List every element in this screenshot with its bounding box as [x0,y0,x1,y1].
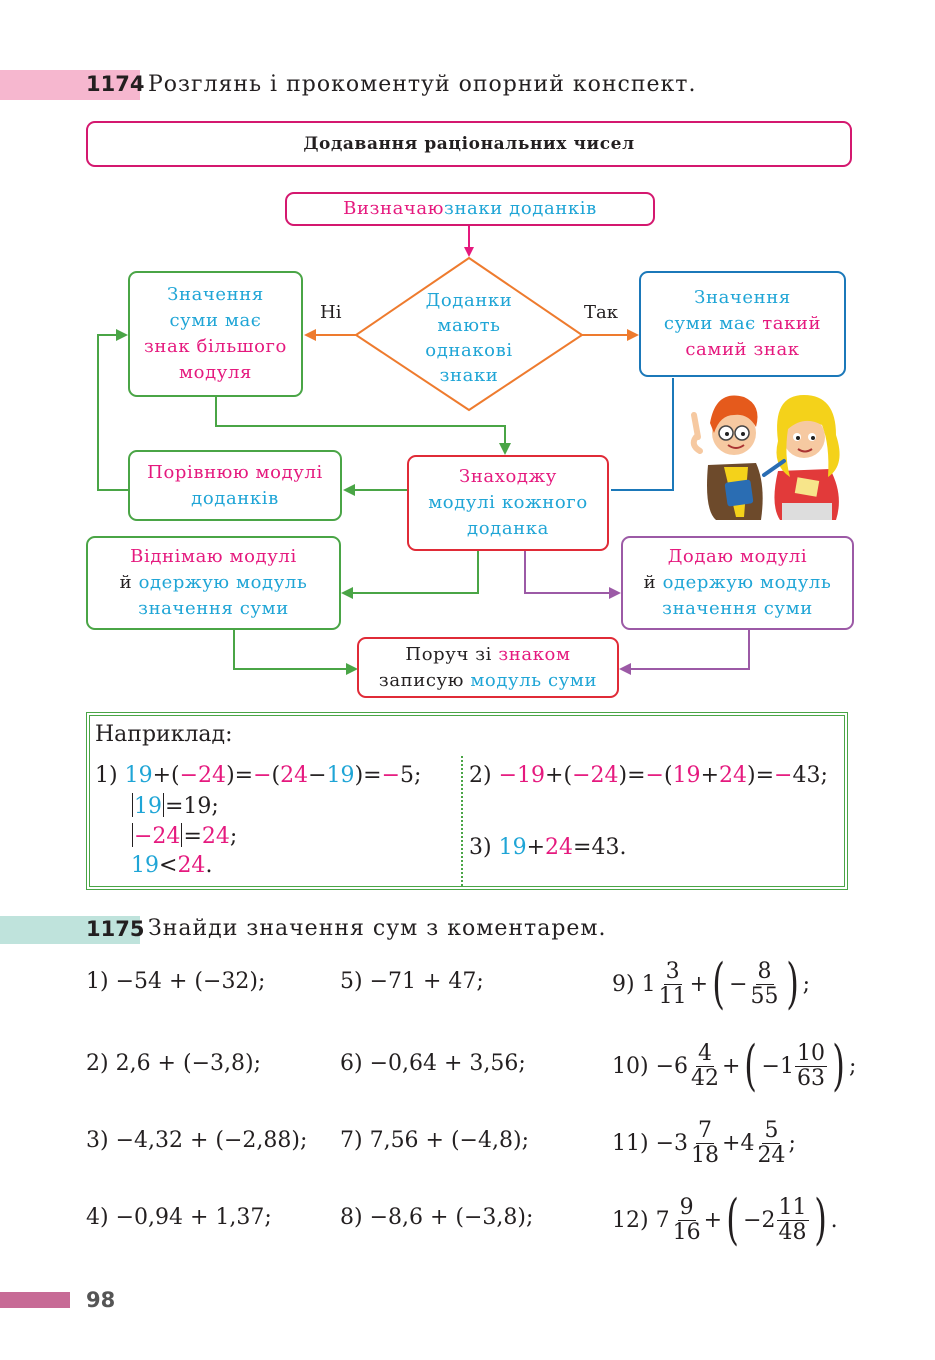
final-box: Поруч зі знаком записую модуль суми [357,637,619,698]
task-number: 1174 [86,72,145,96]
add-moduli-box: Додаю модулі й одержую модуль значення суми [621,536,854,630]
exercise-8: 8) −8,6 + (−3,8); [340,1205,534,1230]
no-label: Ні [320,302,342,323]
exercise-3: 3) −4,32 + (−2,88); [86,1128,308,1153]
find-moduli-box: Знаходжу модулі кожного доданка [407,455,609,551]
example-1-line-4: 19<24. [131,853,213,878]
children-illustration [686,385,856,520]
exercise-2: 2) 2,6 + (−3,8); [86,1051,261,1076]
example-label: Наприклад: [95,722,233,747]
example-2-line: 2) −19+(−24)=−(19+24)=−43; [469,763,828,788]
example-3-line: 3) 19+24=43. [469,835,627,860]
exercise-12: 12) 7 $\frac{9}{16}$ + ( −2 $\frac{11}{48}$ ) . [612,1188,838,1251]
decision-text: Доданки мають однакові знаки [425,290,513,386]
example-1-line-3: −24 =24; [134,824,238,849]
exercise-1: 1) −54 + (−32); [86,969,266,994]
subtract-moduli-box: Віднімаю модулі й одержую модуль значення суми [86,536,341,630]
exercise-11: 11) −3 $\frac{7}{18}$ + 4 $\frac{5}{24}$ ; [612,1117,796,1168]
right-result-box: Значення суми має такий самий знак [639,271,846,377]
page-number: 98 [86,1288,116,1312]
exercise-4: 4) −0,94 + 1,37; [86,1205,272,1230]
yes-label: Так [584,302,618,323]
example-1-line-2: 19 =19; [134,794,219,819]
task-instruction: Розглянь і прокоментуй опорний конспект. [148,72,697,97]
exercise-9: 9) 1 $\frac{3}{11}$ + ( − $\frac{8}{55}$ ) ; [612,952,811,1015]
compare-moduli-box: Порівнюю модулі доданків [128,450,342,521]
flowchart-title: Додавання раціональних чисел [86,121,852,167]
task-instruction-2: Знайди значення сум з коментарем. [148,916,607,941]
page-number-bar [0,1292,70,1308]
task-number-2: 1175 [86,917,145,941]
example-1-line-1: 1) 19+(−24)=−(24−19)=−5; [95,763,422,788]
exercise-7: 7) 7,56 + (−4,8); [340,1128,529,1153]
exercise-6: 6) −0,64 + 3,56; [340,1051,526,1076]
exercise-10: 10) −6 $\frac{4}{42}$ + ( −1 $\frac{10}{63}$ ) ; [612,1034,857,1097]
example-divider [461,756,463,886]
start-box: Визначаю знаки доданків [285,192,655,226]
left-result-box: Значення суми має знак більшого модуля [128,271,303,397]
exercise-5: 5) −71 + 47; [340,969,484,994]
